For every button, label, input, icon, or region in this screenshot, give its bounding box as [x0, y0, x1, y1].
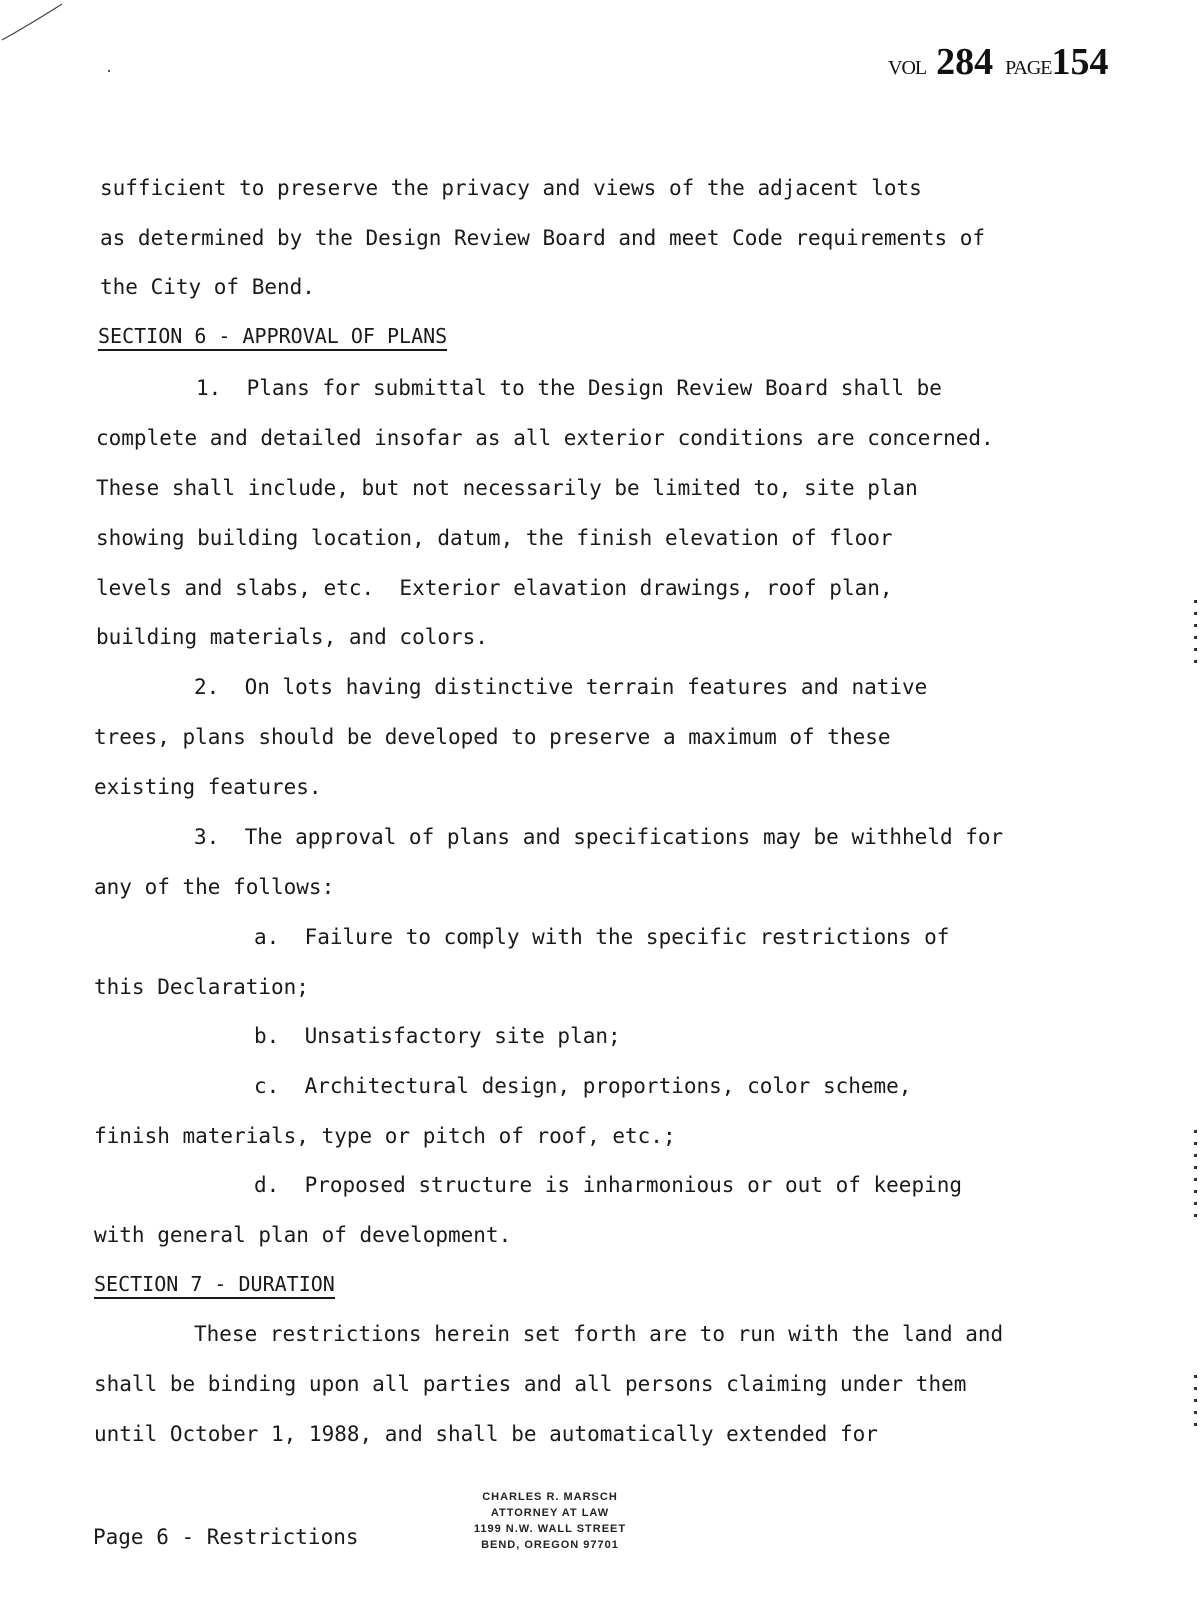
body-line: d. Proposed structure is inharmonious or out of keeping [254, 1173, 963, 1197]
section-6-heading: SECTION 6 - APPROVAL OF PLANS [98, 326, 447, 351]
body-line: finish materials, type or pitch of roof, etc.; [94, 1124, 676, 1148]
section-7-heading: SECTION 7 - DURATION [94, 1274, 335, 1299]
scan-mark [0, 0, 70, 45]
body-line: showing building location, datum, the finish elevation of floor [96, 526, 893, 550]
page-reference: Page 6 - Restrictions [93, 1525, 359, 1549]
stamp-name: CHARLES R. MARSCH [482, 1491, 618, 1503]
body-line: 3. The approval of plans and specifications may be withheld for [194, 825, 1004, 849]
stamp-title: ATTORNEY AT LAW [490, 1506, 610, 1519]
page-label: PAGE [1005, 57, 1052, 79]
stamp-city: BEND, OREGON 97701 [481, 1538, 619, 1551]
body-line: this Declaration; [94, 975, 309, 999]
body-line: These restrictions herein set forth are to run with the land and [194, 1322, 1004, 1346]
scan-margin-marks [1194, 1130, 1198, 1226]
attorney-stamp [440, 1490, 660, 1554]
scan-speck [108, 70, 110, 72]
page-number: 154 [1051, 41, 1109, 83]
body-line: existing features. [94, 775, 322, 799]
body-line: These shall include, but not necessarily be limited to, site plan [96, 476, 918, 500]
body-line: c. Architectural design, proportions, color scheme, [254, 1074, 912, 1098]
body-line: building materials, and colors. [96, 625, 488, 649]
scan-margin-marks [1194, 1375, 1198, 1435]
body-line: until October 1, 1988, and shall be automatically extended for [94, 1422, 878, 1446]
body-line: the City of Bend. [100, 275, 315, 299]
body-line: shall be binding upon all parties and all persons claiming under them [94, 1372, 967, 1396]
body-line: 2. On lots having distinctive terrain features and native [194, 675, 928, 699]
volume-number: 284 [936, 41, 994, 83]
body-line: sufficient to preserve the privacy and views of the adjacent lots [100, 176, 922, 200]
body-line: as determined by the Design Review Board and meet Code requirements of [100, 226, 986, 250]
volume-label: VOL [888, 57, 927, 79]
stamp-street: 1199 N.W. WALL STREET [473, 1522, 627, 1535]
scan-margin-marks [1194, 600, 1198, 672]
body-line: any of the follows: [94, 875, 335, 899]
body-line: with general plan of development. [94, 1223, 512, 1247]
body-line: b. Unsatisfactory site plan; [254, 1024, 621, 1048]
volume-page-header [888, 40, 1109, 84]
body-line: levels and slabs, etc. Exterior elavation drawings, roof plan, [96, 576, 893, 600]
body-line: trees, plans should be developed to preserve a maximum of these [94, 725, 891, 749]
body-line: complete and detailed insofar as all exterior conditions are concerned. [96, 426, 994, 450]
body-line: 1. Plans for submittal to the Design Review Board shall be [196, 376, 942, 400]
body-line: a. Failure to comply with the specific restrictions of [254, 925, 950, 949]
